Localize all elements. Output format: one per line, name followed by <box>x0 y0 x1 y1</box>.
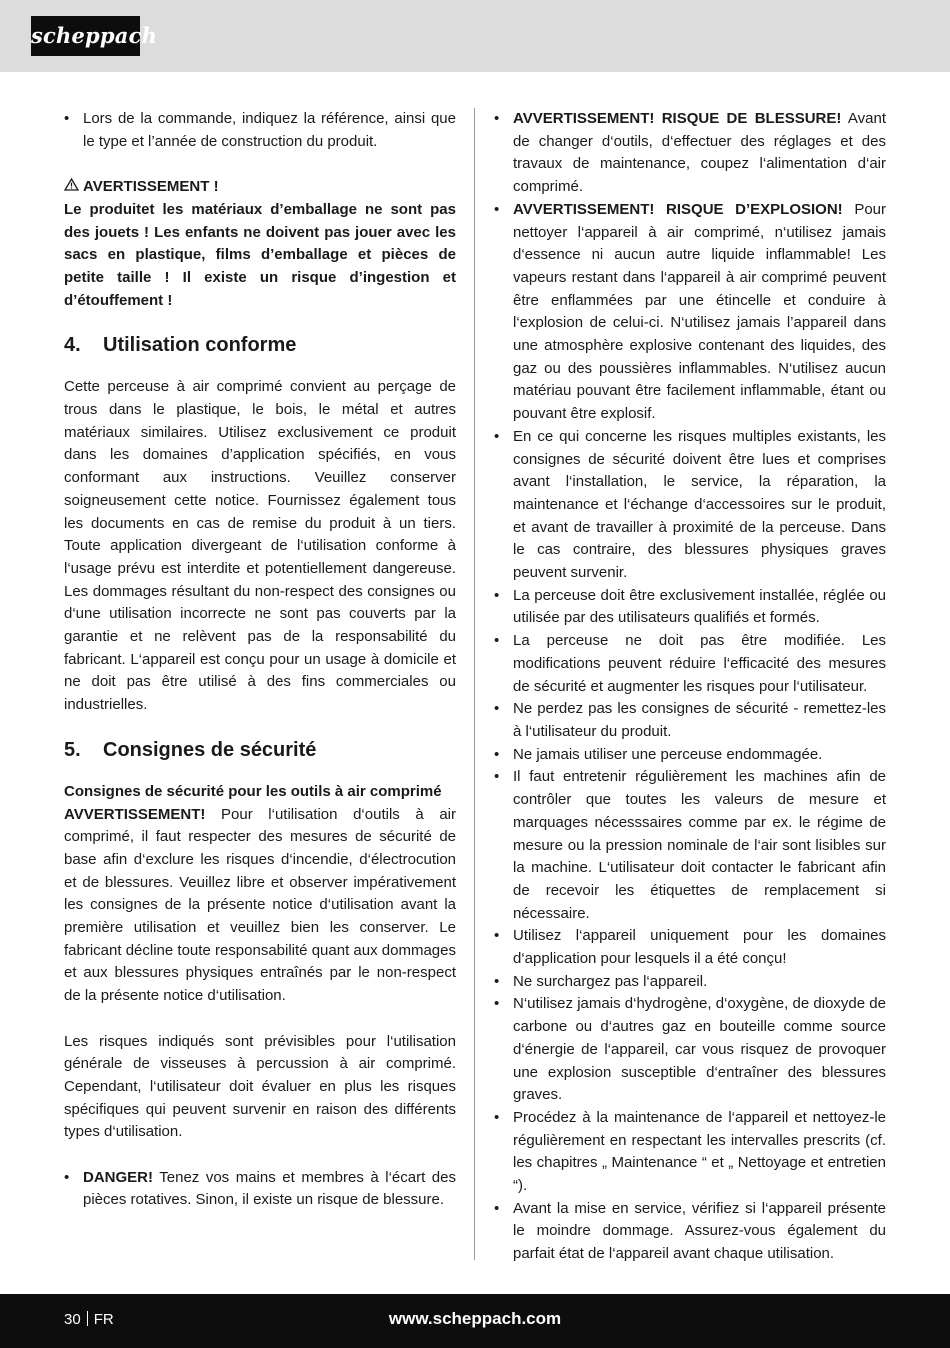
list-item: • Avant la mise en service, vérifiez si l‘appareil présente le moindre dommage. Assurez-vous également du parfait état de l‘appareil avant chaque utilisation. <box>494 1198 886 1266</box>
list-item: • Utilisez l‘appareil uniquement pour les domaines d‘application pour lesquels il a été conçu! <box>494 925 886 970</box>
section-4-heading <box>64 332 456 358</box>
explosion-warning-text: Pour nettoyer l‘appareil à air comprimé, n‘utilisez jamais d‘essence ni aucun autre liquide inflammable! Les vapeurs restant dans l‘appareil à air comprimé peuvent être enflammées par une étincelle et conduire à l‘explosion de celui-ci. N‘utilisez jamais l’appareil dans une atmosphère explosive contenant des liquides, des gaz ou des poussières inflammables. N‘utilisez aucun matériau pouvant être facilement inflammable, étant ou pouvant être explosif. <box>513 200 886 423</box>
section-number: 4. <box>64 334 81 357</box>
column-divider <box>474 108 475 1260</box>
avert-text: Pour l‘utilisation d‘outils à air comprimé, il faut respecter des mesures de sécurité de base afin d‘exclure les risques d‘incendie, d‘électrocution et de blessures. Veuillez libre et observer impérativement les consignes de la présente notice d‘utilisation avant la première utilisation et veuillez bien les conserver. Le fabricant décline toute responsabilité quant aux dommages et aux blessures physiques entraînés par le non-respect de la présente notice d‘utilisation. <box>64 805 456 1005</box>
left-column <box>64 108 456 1212</box>
avert-label: AVVERTISSEMENT! <box>64 805 206 823</box>
page-header <box>0 0 950 72</box>
section-number: 5. <box>64 738 81 761</box>
right-column <box>494 108 886 1266</box>
list-item: • Procédez à la maintenance de l‘appareil et nettoyez-le régulièrement en respectant les intervalles prescrits (cf. les chapitres „ Maintenance “ et „ Nettoyage et entretien “). <box>494 1107 886 1198</box>
avert-paragraph <box>64 804 456 1008</box>
injury-warning-label: AVVERTISSEMENT! RISQUE DE BLESSURE! <box>513 110 842 127</box>
list-item <box>494 108 886 199</box>
subheading: Consignes de sécurité pour les outils à air comprimé <box>64 782 442 800</box>
list-item: • Ne jamais utiliser une perceuse endommagée. <box>494 744 886 767</box>
risks-text: Les risques indiqués sont prévisibles pour l‘utilisation générale de visseuses à percussion à air comprimé. Cependant, l‘utilisateur doit évaluer en plus les risques spécifiques qui peuvent survenir en raison des différents types d‘utilisation. <box>64 1032 456 1141</box>
warning-text: Le produitet les matériaux d’emballage ne sont pas des jouets ! Les enfants ne doivent pas jouer avec les sacs en plastique, films d’emballage et pièces de petite taille ! Il existe un risque d’ingestion et d’étouffement ! <box>64 200 456 309</box>
list-item: • En ce qui concerne les risques multiples existants, les consignes de sécurité doivent être lues et comprises avant l‘installation, le service, la réparation, la maintenance et l‘échange d‘accessoires sur le produit, et avant de travailler à proximité de la perceuse. Dans le cas contraire, des blessures physiques graves peuvent survenir. <box>494 426 886 585</box>
website-link[interactable]: www.scheppach.com <box>388 1309 562 1328</box>
list-item: • N‘utilisez jamais d‘hydrogène, d‘oxygène, de dioxyde de carbone ou d‘autres gaz en bouteille comme source d‘énergie de l‘appareil, car vous risquez de provoquer une explosion susceptible d‘entraîner des blessures graves. <box>494 993 886 1107</box>
injury-warning-text: Avant de changer d‘outils, d‘effectuer des réglages et des travaux de maintenance, coupez l‘alimentation d‘air comprimé. <box>513 110 886 196</box>
danger-list <box>64 1167 456 1212</box>
list-item: • Il faut entretenir régulièrement les machines afin de contrôler que toutes les valeurs de mesure et marquages nécesssaires comme par ex. le régime de mesure ou la pression nominale de l‘air sont lisibles sur la machine. L‘utilisateur doit contacter le fabricant afin de recevoir les étiquettes de remplacement si nécessaire. <box>494 766 886 925</box>
warning-title: AVERTISSEMENT ! <box>83 178 219 196</box>
list-item: • Lors de la commande, indiquez la référence, ainsi que le type et l’année de construction du produit. <box>64 108 456 153</box>
explosion-warning-label: AVVERTISSEMENT! RISQUE D’EXPLOSION! <box>513 200 843 218</box>
warning-heading <box>64 176 456 199</box>
section-5-heading <box>64 737 456 763</box>
order-info-list <box>64 108 456 153</box>
danger-label: DANGER! <box>83 1168 153 1186</box>
intended-use-text: Cette perceuse à air comprimé convient au perçage de trous dans le plastique, le bois, le métal et autres matériaux similaires. Utilisez exclusivement ce produit dans les domaines d’application spécifiés, en vous conformant aux instructions. Veuillez conserver soigneusement cette notice. Fournissez également tous les documents en cas de remise du produit à un tiers. Toute application divergeant de l‘utilisation conforme à l‘usage prévu est interdite et potentiellement dangereuse. Les dommages résultant du non-respect des consignes ou d‘une utilisation incorrecte ne sont pas couverts par la garantie et ne relèvent pas de la responsabilité du fabricant. L‘appareil est conçu pour un usage à domicile et ne doit pas être utilisé à des fins commerciales ou industrielles. <box>64 378 456 714</box>
language-code: FR <box>93 1311 114 1328</box>
danger-text: Tenez vos mains et membres à l‘écart des pièces rotatives. Sinon, il existe un risque de blessure. <box>83 1168 456 1209</box>
scheppach-logo: scheppach <box>31 16 140 56</box>
page-footer <box>0 1294 950 1348</box>
page-number-value: 30 <box>64 1311 81 1328</box>
list-item: • Ne surchargez pas l‘appareil. <box>494 971 886 994</box>
warning-triangle-icon <box>64 176 79 199</box>
section-title: Consignes de sécurité <box>103 738 317 761</box>
safety-list <box>494 108 886 1266</box>
list-item: • Ne perdez pas les consignes de sécurité - remettez-les à l‘utilisateur du produit. <box>494 698 886 743</box>
list-item <box>494 199 886 426</box>
list-item: • La perceuse doit être exclusivement installée, réglée ou utilisée par des utilisateurs qualifiés et formés. <box>494 585 886 630</box>
list-item <box>64 1167 456 1212</box>
section-title: Utilisation conforme <box>103 334 297 357</box>
list-item: • La perceuse ne doit pas être modifiée. Les modifications peuvent réduire l‘efficacité des mesures de sécurité et augmenter les risques pour l‘utilisateur. <box>494 630 886 698</box>
